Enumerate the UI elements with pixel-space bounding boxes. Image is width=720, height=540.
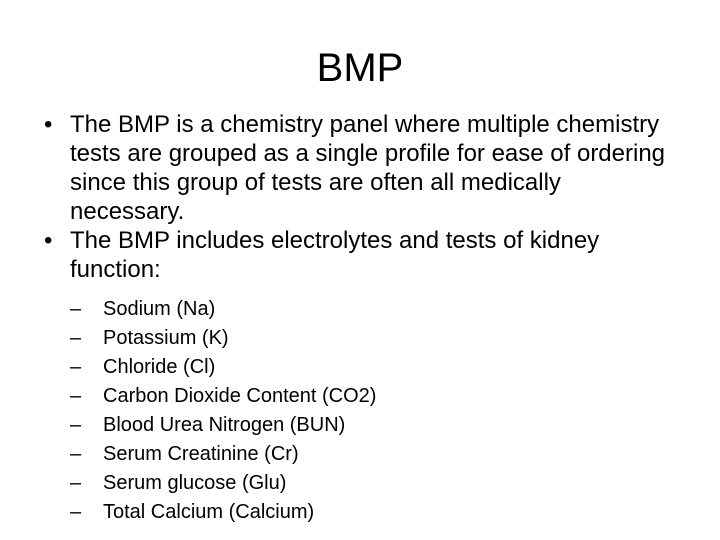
sub-bullet-item	[70, 382, 676, 411]
sub-bullet-marker: –	[70, 385, 82, 407]
sub-bullet-marker: –	[70, 327, 82, 349]
sub-bullet-marker: –	[70, 472, 82, 494]
sub-bullet-item	[70, 411, 676, 440]
sub-bullet-item	[70, 353, 676, 382]
bullet-list	[44, 110, 676, 527]
sub-bullet-item	[70, 295, 676, 324]
bullet-marker: •	[44, 227, 53, 254]
bullet-item	[44, 226, 676, 527]
sub-bullet-text: Blood Urea Nitrogen (BUN)	[103, 414, 346, 436]
bullet-marker: •	[44, 111, 53, 138]
sub-bullet-marker: –	[70, 356, 82, 378]
sub-bullet-text: Sodium (Na)	[103, 298, 216, 320]
sub-bullet-marker: –	[70, 298, 82, 320]
sub-bullet-text: Carbon Dioxide Content (CO2)	[103, 385, 377, 407]
sub-bullet-marker: –	[70, 443, 82, 465]
sub-bullet-text: Chloride (Cl)	[103, 356, 216, 378]
sub-bullet-text: Serum Creatinine (Cr)	[103, 443, 299, 465]
sub-bullet-marker: –	[70, 414, 82, 436]
sub-bullet-text: Total Calcium (Calcium)	[103, 501, 315, 523]
bullet-item	[44, 110, 676, 226]
sub-bullet-text: Potassium (K)	[103, 327, 229, 349]
sub-bullet-item	[70, 498, 676, 527]
sub-bullet-item	[70, 324, 676, 353]
bullet-text: The BMP is a chemistry panel where multiple chemistry tests are grouped as a single profile for ease of ordering since this group of tests are often all medically necessary.	[70, 111, 666, 225]
sub-bullet-item	[70, 440, 676, 469]
sub-bullet-list	[70, 295, 676, 527]
sub-bullet-marker: –	[70, 501, 82, 523]
sub-bullet-text: Serum glucose (Glu)	[103, 472, 287, 494]
slide-title: BMP	[316, 46, 404, 90]
sub-bullet-item	[70, 469, 676, 498]
bullet-text: The BMP includes electrolytes and tests of kidney function:	[70, 227, 600, 283]
